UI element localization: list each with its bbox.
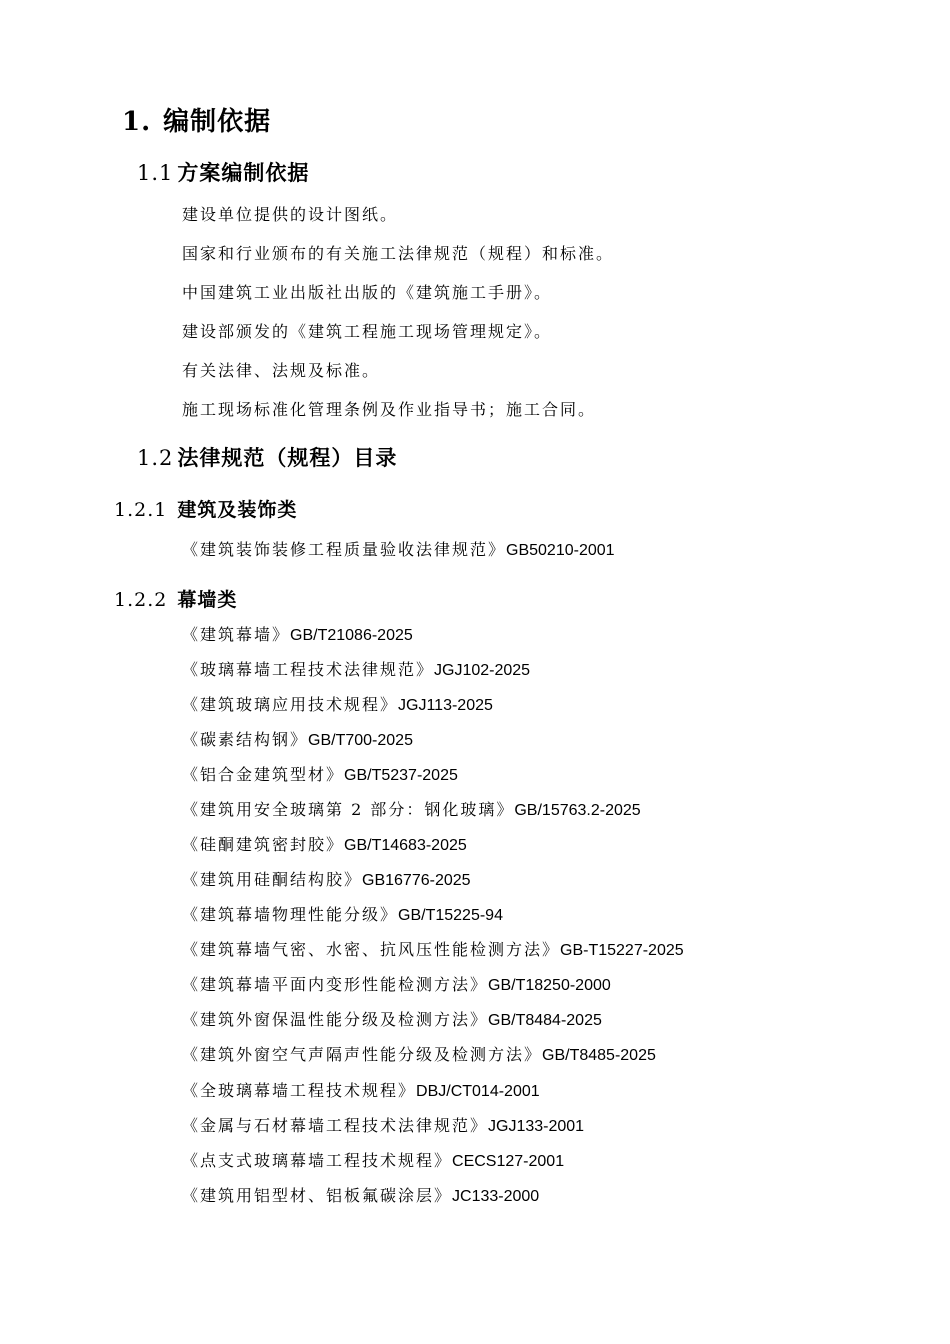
standard-code: GB/T18250-2000 [488, 977, 611, 994]
standard-name: 《建筑外窗保温性能分级及检测方法》 [182, 1010, 489, 1029]
standard-item [182, 693, 493, 718]
standard-name: 《建筑用安全玻璃第 2 部分：钢化玻璃》 [182, 800, 515, 819]
section-1-2-title: 法律规范（规程）目录 [177, 445, 398, 470]
section-1-2-2-title: 幕墙类 [177, 589, 238, 611]
standard-name: 《建筑幕墙》 [182, 625, 291, 644]
section-1-2-1-heading [114, 495, 297, 525]
section-1-2-1-title: 建筑及装饰类 [177, 499, 298, 521]
standard-item [182, 1043, 656, 1068]
standard-item [182, 798, 641, 823]
standard-item [182, 903, 503, 928]
section-1-2-2-number: 1.2.2 [114, 589, 168, 611]
standard-code: GB/T15225-94 [398, 907, 503, 924]
standard-item [182, 1079, 540, 1104]
standard-item [182, 973, 611, 998]
standard-name: 《点支式玻璃幕墙工程技术规程》 [182, 1151, 453, 1170]
standard-name: 《金属与石材幕墙工程技术法律规范》 [182, 1116, 489, 1135]
standard-name: 《建筑幕墙气密、水密、抗风压性能检测方法》 [182, 940, 561, 959]
section-1-2-1-number: 1.2.1 [114, 499, 168, 521]
basis-item: 建设单位提供的设计图纸。 [182, 205, 399, 224]
standard-name: 《建筑幕墙平面内变形性能检测方法》 [182, 975, 489, 994]
standard-name: 《建筑幕墙物理性能分级》 [182, 905, 399, 924]
standard-code: DBJ/CT014-2001 [416, 1083, 540, 1100]
standard-item [182, 728, 413, 753]
standard-item [182, 1149, 564, 1174]
basis-item: 有关法律、法规及标准。 [182, 361, 381, 380]
standard-code: GB/T21086-2025 [290, 627, 413, 644]
standard-item [182, 658, 530, 683]
section-1-title: 编制依据 [163, 107, 272, 137]
standard-name: 《建筑装饰装修工程质量验收法律规范》 [182, 540, 507, 559]
standard-code: GB/T14683-2025 [344, 837, 467, 854]
basis-item: 施工现场标准化管理条例及作业指导书；施工合同。 [182, 400, 597, 419]
section-1-number: 1. [122, 107, 152, 137]
section-1-2-2-heading [114, 585, 237, 615]
standard-code: GB/15763.2-2025 [514, 802, 641, 819]
standard-item [182, 623, 413, 648]
standard-name: 《建筑玻璃应用技术规程》 [182, 695, 399, 714]
standard-name: 《硅酮建筑密封胶》 [182, 835, 345, 854]
standard-item [182, 763, 458, 788]
section-1-1-heading [137, 157, 309, 189]
standard-code: JGJ113-2025 [398, 697, 493, 714]
standard-code: GB/T700-2025 [308, 732, 413, 749]
section-1-1-title: 方案编制依据 [177, 160, 310, 185]
standard-code: CECS127-2001 [452, 1153, 565, 1170]
basis-item: 国家和行业颁布的有关施工法律规范（规程）和标准。 [182, 244, 615, 263]
standard-code: JC133-2000 [452, 1188, 540, 1205]
standard-item [182, 538, 615, 563]
standard-name: 《建筑用硅酮结构胶》 [182, 870, 363, 889]
standard-item [182, 868, 471, 893]
standard-code: JGJ133-2001 [488, 1118, 585, 1135]
basis-item: 建设部颁发的《建筑工程施工现场管理规定》。 [182, 322, 553, 341]
standard-name: 《碳素结构钢》 [182, 730, 309, 749]
section-1-1-number: 1.1 [137, 161, 174, 185]
standard-item [182, 1008, 602, 1033]
standard-code: GB/T8484-2025 [488, 1012, 602, 1029]
standard-code: GB50210-2001 [506, 542, 615, 559]
standard-name: 《铝合金建筑型材》 [182, 765, 345, 784]
standard-name: 《全玻璃幕墙工程技术规程》 [182, 1081, 417, 1100]
standard-code: GB-T15227-2025 [560, 942, 684, 959]
section-1-2-heading [137, 442, 397, 474]
basis-item: 中国建筑工业出版社出版的《建筑施工手册》。 [182, 283, 553, 302]
section-1-2-number: 1.2 [137, 446, 174, 470]
standard-code: GB16776-2025 [362, 872, 471, 889]
standard-name: 《建筑外窗空气声隔声性能分级及检测方法》 [182, 1045, 543, 1064]
standard-name: 《玻璃幕墙工程技术法律规范》 [182, 660, 435, 679]
standard-code: GB/T8485-2025 [542, 1047, 656, 1064]
standard-item [182, 938, 684, 963]
standard-code: JGJ102-2025 [434, 662, 531, 679]
standard-item [182, 833, 467, 858]
standard-code: GB/T5237-2025 [344, 767, 458, 784]
standard-name: 《建筑用铝型材、铝板氟碳涂层》 [182, 1186, 453, 1205]
section-1-heading [122, 102, 271, 142]
standard-item [182, 1184, 539, 1209]
standard-item [182, 1114, 584, 1139]
